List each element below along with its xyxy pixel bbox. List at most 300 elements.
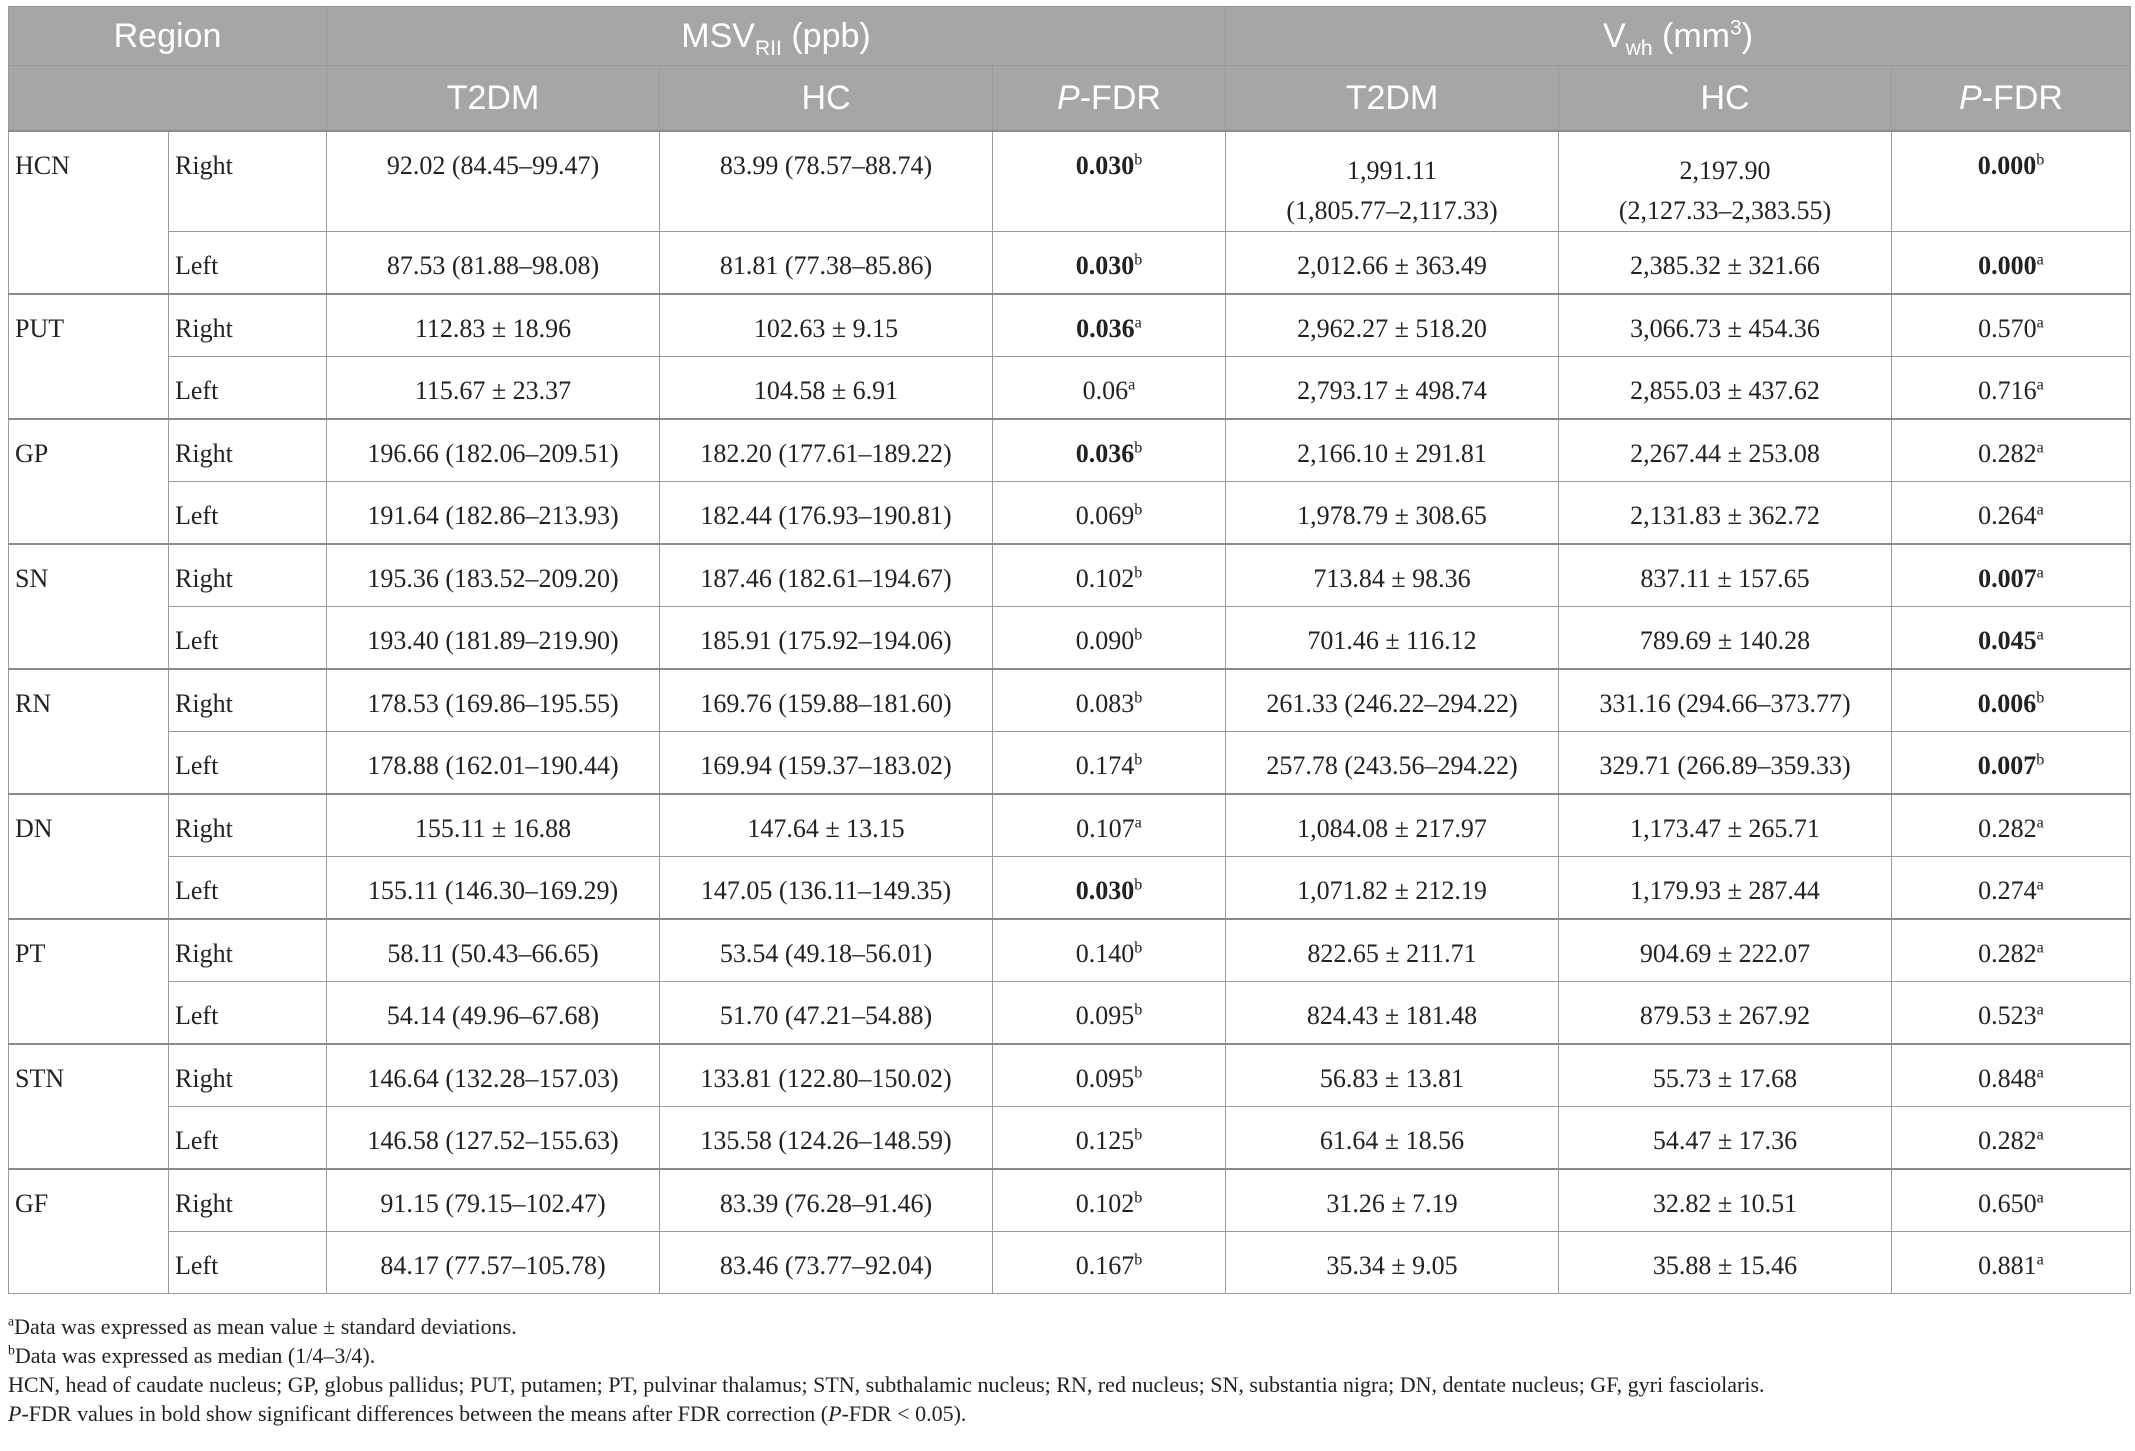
- msv-pfdr-cell-value: [993, 1045, 1225, 1106]
- region-cell: [9, 1169, 169, 1294]
- side-label: Left: [175, 1001, 219, 1030]
- p-footnote-mark: a: [2036, 439, 2044, 457]
- msv-hc-cell: [660, 1044, 993, 1107]
- msv-t2dm-cell: [327, 131, 660, 232]
- vol-pfdr-cell: [1892, 1232, 2131, 1294]
- side-cell: [169, 857, 327, 920]
- vol-hc-cell: [1559, 294, 1892, 357]
- region-label: RN: [15, 689, 52, 718]
- msv-t2dm-cell: [327, 982, 660, 1045]
- msv-pfdr-cell: [993, 1044, 1226, 1107]
- table-row: [9, 669, 2131, 732]
- msv-pfdr-cell-value: [993, 607, 1225, 668]
- side-cell: [169, 669, 327, 732]
- p-footnote-mark: b: [2036, 689, 2045, 707]
- side-label: Right: [175, 564, 233, 593]
- msv-t2dm-cell-value: 54.14 (49.96–67.68): [386, 1001, 600, 1030]
- side-label: Right: [175, 814, 233, 843]
- msv-pfdr-cell-value: [993, 482, 1225, 543]
- vol-t2dm-cell: [1226, 294, 1559, 357]
- p-footnote-mark: b: [1134, 501, 1143, 519]
- side-label: Left: [175, 876, 219, 905]
- msv-pfdr-cell-value: [993, 1170, 1225, 1231]
- side-cell: [169, 1169, 327, 1232]
- region-cell: [9, 794, 169, 919]
- vol-hc-cell-value: 54.47 ± 17.36: [1652, 1126, 1798, 1155]
- region-cell: [9, 669, 169, 794]
- vol-hc-cell-value: 1,179.93 ± 287.44: [1630, 876, 1820, 905]
- msv-hc-cell: [660, 131, 993, 232]
- vol-hc-cell: [1559, 794, 1892, 857]
- vol-t2dm-cell-value: 61.64 ± 18.56: [1319, 1126, 1465, 1155]
- p-value: 0.107: [1076, 814, 1135, 843]
- vol-hc-cell-value: 55.73 ± 17.68: [1652, 1064, 1798, 1093]
- vol-hc-cell-value: 329.71 (266.89–359.33): [1599, 751, 1851, 780]
- side-label: Left: [175, 626, 219, 655]
- vol-t2dm-cell-value: 2,962.27 ± 518.20: [1297, 314, 1487, 343]
- msv-pfdr-cell: [993, 982, 1226, 1045]
- table-row: [9, 482, 2131, 545]
- vol-pfdr-cell: [1892, 232, 2131, 295]
- table-row: [9, 607, 2131, 670]
- msv-pfdr-cell-value: [993, 795, 1225, 856]
- vol-hc-cell: [1559, 982, 1892, 1045]
- p-footnote-mark: b: [1134, 151, 1143, 169]
- p-value: 0.140: [1075, 939, 1135, 968]
- value-line-2: (1,805.77–2,117.33): [1286, 196, 1498, 225]
- msv-t2dm-cell: [327, 1107, 660, 1170]
- msv-hc-cell-value: 182.44 (176.93–190.81): [700, 501, 952, 530]
- vol-hc-cell-value: 1,173.47 ± 265.71: [1630, 814, 1820, 843]
- vol-pfdr-cell: [1892, 357, 2131, 420]
- msv-t2dm-cell: [327, 419, 660, 482]
- p-footnote-mark: a: [1134, 314, 1142, 332]
- side-cell: [169, 131, 327, 232]
- side-cell: [169, 294, 327, 357]
- msv-pfdr-cell: [993, 919, 1226, 982]
- side-label: Left: [175, 376, 219, 405]
- vol-pfdr-cell: [1892, 1107, 2131, 1170]
- msv-hc-cell: [660, 419, 993, 482]
- side-label: Left: [175, 1126, 219, 1155]
- vol-pfdr-cell-value: [1892, 1170, 2130, 1231]
- msv-t2dm-cell-value: 58.11 (50.43–66.65): [387, 939, 599, 968]
- header-vol-hc: HC: [1559, 66, 1892, 132]
- vol-hc-cell-value: 2,131.83 ± 362.72: [1630, 501, 1820, 530]
- vol-pfdr-cell: [1892, 669, 2131, 732]
- side-cell: [169, 357, 327, 420]
- msv-t2dm-cell: [327, 232, 660, 295]
- p-footnote-mark: b: [1134, 751, 1143, 769]
- p-value: 0.069: [1075, 501, 1135, 530]
- msv-t2dm-cell: [327, 482, 660, 545]
- vol-pfdr-cell-value: [1892, 295, 2130, 356]
- vol-t2dm-cell-value: 257.78 (243.56–294.22): [1266, 751, 1518, 780]
- msv-pfdr-cell: [993, 232, 1226, 295]
- vol-hc-cell: [1559, 1107, 1892, 1170]
- side-label: Left: [175, 751, 219, 780]
- p-footnote-mark: b: [1134, 251, 1143, 269]
- vol-t2dm-cell-value: 701.46 ± 116.12: [1307, 626, 1477, 655]
- p-footnote-mark: b: [2036, 751, 2045, 769]
- msv-pfdr-cell: [993, 131, 1226, 232]
- vol-hc-cell-value: 3,066.73 ± 454.36: [1630, 314, 1820, 343]
- vol-pfdr-cell-value: [1892, 232, 2130, 293]
- msv-pfdr-cell: [993, 1107, 1226, 1170]
- p-value: 0.036: [1076, 314, 1135, 343]
- msv-pfdr-cell: [993, 732, 1226, 795]
- p-value: 0.264: [1978, 501, 2037, 530]
- vol-pfdr-cell-value: [1892, 857, 2130, 918]
- side-cell: [169, 1044, 327, 1107]
- header-vol-t2dm: T2DM: [1226, 66, 1559, 132]
- msv-hc-cell-value: 187.46 (182.61–194.67): [700, 564, 952, 593]
- p-footnote-mark: b: [2036, 151, 2045, 169]
- p-value: 0.007: [1978, 564, 2037, 593]
- p-value: 0.090: [1075, 626, 1135, 655]
- vol-hc-cell-value: 2,267.44 ± 253.08: [1630, 439, 1820, 468]
- vol-t2dm-cell-value: 1,084.08 ± 217.97: [1297, 814, 1487, 843]
- p-value: 0.045: [1978, 626, 2037, 655]
- vol-t2dm-cell-value: 824.43 ± 181.48: [1306, 1001, 1478, 1030]
- vol-pfdr-cell-value: [1892, 982, 2130, 1043]
- vol-t2dm-cell-value: 2,793.17 ± 498.74: [1297, 376, 1487, 405]
- table-row: [9, 1107, 2131, 1170]
- p-value: 0.282: [1978, 939, 2037, 968]
- vol-t2dm-cell: [1226, 419, 1559, 482]
- p-value: 0.036: [1075, 439, 1135, 468]
- vol-hc-cell: [1559, 131, 1892, 232]
- msv-hc-cell: [660, 294, 993, 357]
- p-footnote-mark: a: [2036, 939, 2044, 957]
- vol-t2dm-cell: [1226, 669, 1559, 732]
- table-row: [9, 544, 2131, 607]
- vol-t2dm-cell: [1226, 1044, 1559, 1107]
- vol-pfdr-cell: [1892, 919, 2131, 982]
- msv-hc-cell-value: 81.81 (77.38–85.86): [719, 251, 933, 280]
- side-cell: [169, 419, 327, 482]
- p-footnote-mark: a: [2036, 376, 2044, 394]
- msv-hc-cell: [660, 919, 993, 982]
- vol-t2dm-cell-value: 56.83 ± 13.81: [1319, 1064, 1465, 1093]
- value-line-1: 1,991.11: [1346, 156, 1438, 185]
- p-footnote-mark: b: [1134, 1251, 1143, 1269]
- value-line-1: 2,197.90: [1679, 156, 1771, 185]
- region-cell: [9, 131, 169, 294]
- msv-pfdr-cell: [993, 1232, 1226, 1294]
- msv-t2dm-cell-value: 112.83 ± 18.96: [414, 314, 572, 343]
- p-value: 0.006: [1977, 689, 2037, 718]
- vol-hc-cell: [1559, 1232, 1892, 1294]
- vol-t2dm-cell: [1226, 232, 1559, 295]
- side-cell: [169, 607, 327, 670]
- p-footnote-mark: a: [2036, 626, 2044, 644]
- vol-hc-cell: [1559, 857, 1892, 920]
- table-row: [9, 1169, 2131, 1232]
- msv-hc-cell: [660, 607, 993, 670]
- region-label: DN: [15, 814, 53, 843]
- msv-t2dm-cell: [327, 919, 660, 982]
- msv-pfdr-cell: [993, 794, 1226, 857]
- p-footnote-mark: b: [1134, 939, 1143, 957]
- vol-hc-cell: [1559, 919, 1892, 982]
- vol-t2dm-cell-value: 2,166.10 ± 291.81: [1297, 439, 1487, 468]
- vol-pfdr-cell-value: [1892, 132, 2130, 193]
- vol-pfdr-cell-value: [1892, 795, 2130, 856]
- footnote-b: $^b$Data was expressed as median (1/4–3/4).: [8, 1342, 376, 1368]
- msv-t2dm-cell-value: 115.67 ± 23.37: [414, 376, 572, 405]
- p-value: 0.125: [1075, 1126, 1135, 1155]
- msv-t2dm-cell-value: 178.88 (162.01–190.44): [367, 751, 619, 780]
- msv-hc-cell-value: 51.70 (47.21–54.88): [719, 1001, 933, 1030]
- vol-t2dm-cell: [1226, 1169, 1559, 1232]
- vol-pfdr-cell-value: [1892, 732, 2130, 793]
- p-footnote-mark: a: [2036, 814, 2044, 832]
- msv-pfdr-cell-value: [993, 295, 1225, 356]
- side-label: Right: [175, 1189, 233, 1218]
- vol-hc-cell-value: 2,855.03 ± 437.62: [1630, 376, 1820, 405]
- msv-pfdr-cell-value: [993, 420, 1225, 481]
- p-footnote-mark: a: [2036, 251, 2044, 269]
- msv-hc-cell-value: 135.58 (124.26–148.59): [700, 1126, 952, 1155]
- header-vol-pfdr: P-FDR: [1892, 66, 2131, 132]
- msv-hc-cell: [660, 357, 993, 420]
- p-value: 0.095: [1075, 1064, 1135, 1093]
- p-value: 0.095: [1075, 1001, 1135, 1030]
- vol-pfdr-cell-value: [1892, 420, 2130, 481]
- footnote-significance: P-FDR values in bold show significant differences between the means after FDR correction (P-FDR < 0.05).: [8, 1401, 967, 1426]
- msv-hc-cell-value: 182.20 (177.61–189.22): [700, 439, 952, 468]
- p-value: 0.282: [1978, 814, 2037, 843]
- p-value: 0.650: [1978, 1189, 2037, 1218]
- vol-t2dm-cell: [1226, 357, 1559, 420]
- vol-hc-cell-value: 32.82 ± 10.51: [1652, 1189, 1798, 1218]
- p-value: 0.174: [1075, 751, 1135, 780]
- vol-t2dm-cell: [1226, 794, 1559, 857]
- side-cell: [169, 919, 327, 982]
- region-label: GP: [15, 439, 49, 468]
- vol-t2dm-cell: [1226, 544, 1559, 607]
- footnote-abbreviations: HCN, head of caudate nucleus; GP, globus pallidus; PUT, putamen; PT, pulvinar thalamus; STN, subthalamic nucleus; RN, red nucleus; SN, substantia nigra; DN, dentate nucleus; GF, gyri fasciolaris.: [8, 1372, 1765, 1397]
- vol-hc-cell: [1559, 607, 1892, 670]
- vol-hc-cell: [1559, 232, 1892, 295]
- vol-hc-cell-value: 789.69 ± 140.28: [1639, 626, 1811, 655]
- vol-hc-cell: [1559, 1044, 1892, 1107]
- region-label: STN: [15, 1064, 65, 1093]
- msv-hc-cell-value: 185.91 (175.92–194.06): [700, 626, 952, 655]
- p-value: 0.848: [1978, 1064, 2037, 1093]
- p-value: 0.102: [1075, 564, 1135, 593]
- table-row: [9, 919, 2131, 982]
- results-table: [8, 6, 2131, 1294]
- msv-t2dm-cell-value: 87.53 (81.88–98.08): [386, 251, 600, 280]
- side-cell: [169, 732, 327, 795]
- table-row: [9, 1044, 2131, 1107]
- vol-t2dm-cell: [1226, 607, 1559, 670]
- msv-t2dm-cell: [327, 1169, 660, 1232]
- msv-t2dm-cell-value: 196.66 (182.06–209.51): [367, 439, 619, 468]
- table-body: [9, 131, 2131, 1294]
- msv-hc-cell: [660, 544, 993, 607]
- msv-pfdr-cell-value: [993, 982, 1225, 1043]
- vol-pfdr-cell: [1892, 419, 2131, 482]
- side-cell: [169, 232, 327, 295]
- msv-t2dm-cell: [327, 544, 660, 607]
- msv-hc-cell-value: 102.63 ± 9.15: [753, 314, 899, 343]
- msv-pfdr-cell: [993, 857, 1226, 920]
- p-value: 0.274: [1978, 876, 2037, 905]
- p-footnote-mark: b: [1134, 876, 1143, 894]
- msv-t2dm-cell-value: 195.36 (183.52–209.20): [367, 564, 619, 593]
- p-footnote-mark: a: [2036, 501, 2044, 519]
- vol-t2dm-cell-value: 822.65 ± 211.71: [1307, 939, 1477, 968]
- msv-pfdr-cell: [993, 544, 1226, 607]
- msv-pfdr-cell: [993, 482, 1226, 545]
- p-footnote-mark: a: [2036, 1189, 2044, 1207]
- msv-pfdr-cell-value: [993, 857, 1225, 918]
- msv-t2dm-cell: [327, 669, 660, 732]
- vol-pfdr-cell-value: [1892, 920, 2130, 981]
- side-cell: [169, 1232, 327, 1294]
- vol-t2dm-cell-value: [1226, 132, 1558, 231]
- msv-t2dm-cell-value: 84.17 (77.57–105.78): [380, 1251, 606, 1280]
- msv-pfdr-cell-value: [993, 732, 1225, 793]
- msv-pfdr-cell: [993, 294, 1226, 357]
- vol-pfdr-cell: [1892, 1169, 2131, 1232]
- vol-t2dm-cell: [1226, 131, 1559, 232]
- vol-pfdr-cell: [1892, 982, 2131, 1045]
- vol-hc-cell: [1559, 544, 1892, 607]
- p-value: 0.030: [1075, 151, 1135, 180]
- msv-hc-cell-value: 53.54 (49.18–56.01): [719, 939, 933, 968]
- p-value: 0.282: [1978, 439, 2037, 468]
- msv-t2dm-cell-value: 146.58 (127.52–155.63): [367, 1126, 619, 1155]
- vol-t2dm-cell: [1226, 732, 1559, 795]
- msv-t2dm-cell-value: 155.11 ± 16.88: [414, 814, 572, 843]
- vol-pfdr-cell: [1892, 732, 2131, 795]
- p-footnote-mark: a: [2036, 876, 2044, 894]
- region-cell: [9, 919, 169, 1044]
- p-footnote-mark: a: [2036, 1064, 2044, 1082]
- p-value: 0.716: [1978, 376, 2037, 405]
- msv-t2dm-cell: [327, 732, 660, 795]
- side-cell: [169, 794, 327, 857]
- vol-pfdr-cell: [1892, 294, 2131, 357]
- footnotes: [8, 1312, 2130, 1428]
- region-label: PT: [15, 939, 46, 968]
- vol-t2dm-cell: [1226, 982, 1559, 1045]
- p-footnote-mark: a: [2036, 1126, 2044, 1144]
- vol-pfdr-cell: [1892, 607, 2131, 670]
- msv-t2dm-cell: [327, 1044, 660, 1107]
- msv-pfdr-cell-value: [993, 232, 1225, 293]
- p-value: 0.167: [1075, 1251, 1135, 1280]
- table-row: [9, 357, 2131, 420]
- p-value: 0.000: [1978, 251, 2037, 280]
- msv-hc-cell: [660, 857, 993, 920]
- vol-pfdr-cell: [1892, 794, 2131, 857]
- vol-pfdr-cell-value: [1892, 607, 2130, 668]
- vol-hc-cell: [1559, 482, 1892, 545]
- p-value: 0.523: [1978, 1001, 2037, 1030]
- table-row: [9, 982, 2131, 1045]
- msv-hc-cell: [660, 1107, 993, 1170]
- p-value: 0.881: [1978, 1251, 2037, 1280]
- msv-pfdr-cell: [993, 669, 1226, 732]
- msv-hc-cell: [660, 1169, 993, 1232]
- msv-t2dm-cell-value: 146.64 (132.28–157.03): [367, 1064, 619, 1093]
- table-row: [9, 232, 2131, 295]
- region-label: PUT: [15, 314, 65, 343]
- p-value: 0.007: [1977, 751, 2037, 780]
- msv-t2dm-cell: [327, 1232, 660, 1294]
- region-label: SN: [15, 564, 49, 593]
- msv-hc-cell: [660, 482, 993, 545]
- msv-pfdr-cell-value: [993, 920, 1225, 981]
- vol-hc-cell-value: 35.88 ± 15.46: [1652, 1251, 1798, 1280]
- msv-hc-cell: [660, 982, 993, 1045]
- msv-pfdr-cell-value: [993, 1107, 1225, 1168]
- p-footnote-mark: a: [2036, 1251, 2044, 1269]
- p-footnote-mark: a: [2036, 564, 2044, 582]
- vol-pfdr-cell: [1892, 544, 2131, 607]
- vol-t2dm-cell-value: 2,012.66 ± 363.49: [1297, 251, 1487, 280]
- p-value: 0.083: [1075, 689, 1135, 718]
- msv-pfdr-cell: [993, 1169, 1226, 1232]
- p-value: 0.030: [1075, 251, 1135, 280]
- vol-pfdr-cell-value: [1892, 545, 2130, 606]
- msv-hc-cell-value: 169.76 (159.88–181.60): [700, 689, 952, 718]
- region-label: GF: [15, 1189, 49, 1218]
- msv-t2dm-cell: [327, 607, 660, 670]
- p-footnote-mark: b: [1134, 439, 1143, 457]
- region-cell: [9, 419, 169, 544]
- msv-pfdr-cell: [993, 607, 1226, 670]
- side-cell: [169, 982, 327, 1045]
- vol-pfdr-cell-value: [1892, 1107, 2130, 1168]
- msv-t2dm-cell: [327, 357, 660, 420]
- vol-hc-cell-value: 2,385.32 ± 321.66: [1630, 251, 1820, 280]
- header-msv-pfdr: P-FDR: [993, 66, 1226, 132]
- side-label: Right: [175, 689, 233, 718]
- msv-t2dm-cell-value: 91.15 (79.15–102.47): [380, 1189, 606, 1218]
- header-msv: $MSV_{RII}$ (ppb): [327, 7, 1226, 66]
- region-cell: [9, 1044, 169, 1169]
- p-footnote-mark: a: [1128, 376, 1136, 394]
- msv-hc-cell: [660, 1232, 993, 1294]
- side-label: Right: [175, 1064, 233, 1093]
- msv-pfdr-cell-value: [993, 545, 1225, 606]
- vol-t2dm-cell: [1226, 857, 1559, 920]
- msv-t2dm-cell-value: 178.53 (169.86–195.55): [367, 689, 619, 718]
- vol-pfdr-cell-value: [1892, 482, 2130, 543]
- vol-t2dm-cell: [1226, 1107, 1559, 1170]
- vol-t2dm-cell-value: 1,071.82 ± 212.19: [1297, 876, 1487, 905]
- p-footnote-mark: b: [1134, 1064, 1143, 1082]
- table-row: [9, 857, 2131, 920]
- vol-hc-cell: [1559, 669, 1892, 732]
- vol-t2dm-cell-value: 31.26 ± 7.19: [1326, 1189, 1458, 1218]
- side-label: Right: [175, 439, 233, 468]
- vol-hc-cell-value: 331.16 (294.66–373.77): [1599, 689, 1851, 718]
- side-cell: [169, 482, 327, 545]
- msv-t2dm-cell-value: 193.40 (181.89–219.90): [367, 626, 619, 655]
- vol-hc-cell: [1559, 419, 1892, 482]
- vol-pfdr-cell: [1892, 1044, 2131, 1107]
- table-container: [8, 6, 2130, 1428]
- msv-t2dm-cell: [327, 794, 660, 857]
- vol-pfdr-cell-value: [1892, 1232, 2130, 1293]
